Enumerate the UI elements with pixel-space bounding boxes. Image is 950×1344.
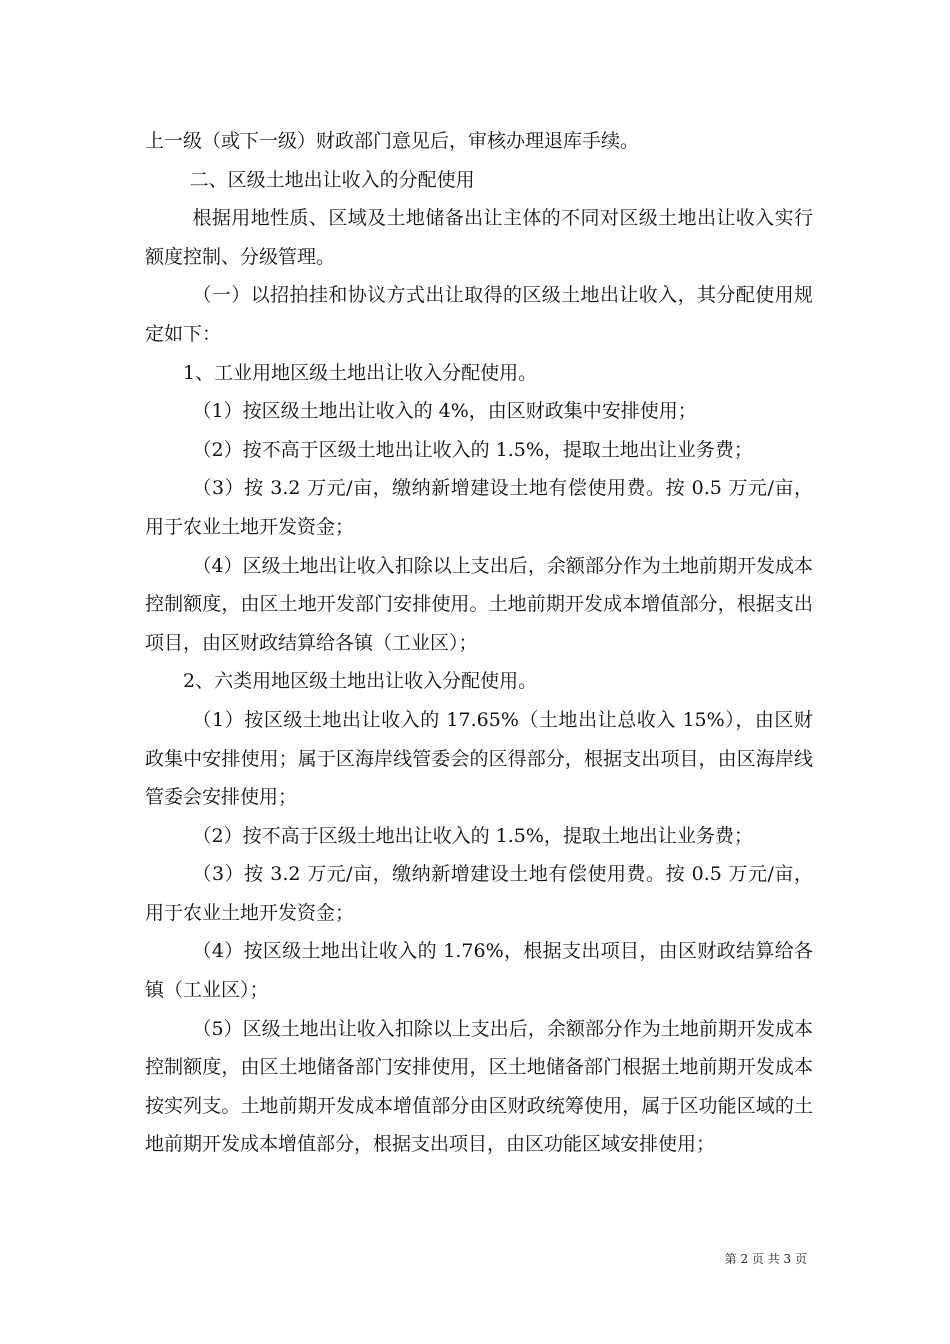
list-item: （4）按区级土地出让收入的 1.76%，根据支出项目，由区财政结算给各镇（工业区）； [145, 940, 813, 1002]
list-item: （5）区级土地出让收入扣除以上支出后，余额部分作为土地前期开发成本控制额度，由区土地储备部门安排使用，区土地储备部门根据土地前期开发成本按实列支。土地前期开发成本增值部分由区财政统筹使用，属于区功能区域的土地前期开发成本增值部分，根据支出项目，由区功能区域安排使用； [145, 1017, 813, 1156]
list-item: （3）按 3.2 万元/亩，缴纳新增建设土地有偿使用费。按 0.5 万元/亩，用于农业土地开发资金； [145, 863, 813, 924]
paragraph-continuation: 上一级（或下一级）财政部门意见后，审核办理退库手续。 [145, 130, 640, 152]
list-item: （4）区级土地出让收入扣除以上支出后，余额部分作为土地前期开发成本控制额度，由区土地开发部门安排使用。土地前期开发成本增值部分，根据支出项目，由区财政结算给各镇（工业区）； [145, 554, 813, 654]
subsection-heading-1: （一）以招拍挂和协议方式出让取得的区级土地出让收入，其分配使用规定如下： [145, 284, 813, 345]
list-item: （3）按 3.2 万元/亩，缴纳新增建设土地有偿使用费。按 0.5 万元/亩，用于农业土地开发资金； [145, 477, 813, 538]
paragraph-intro: 根据用地性质、区域及土地储备出让主体的不同对区级土地出让收入实行额度控制、分级管理。 [145, 207, 813, 268]
page-number: 第 2 页 共 3 页 [724, 1252, 807, 1266]
item-heading-six-types: 2、六类用地区级土地出让收入分配使用。 [183, 670, 538, 693]
list-item: （2）按不高于区级土地出让收入的 1.5%，提取土地出让业务费； [192, 824, 753, 847]
list-item: （1）按区级土地出让收入的 17.65%（土地出让总收入 15%），由区财政集中安排使用；属于区海岸线管委会的区得部分，根据支出项目，由区海岸线管委会安排使用； [145, 708, 813, 809]
list-item: （2）按不高于区级土地出让收入的 1.5%，提取土地出让业务费； [192, 438, 753, 461]
item-heading-industrial: 1、工业用地区级土地出让收入分配使用。 [183, 361, 538, 384]
section-heading-2: 二、区级土地出让收入的分配使用 [189, 168, 475, 191]
document-body [145, 122, 813, 1164]
list-item: （1）按区级土地出让收入的 4%，由区财政集中安排使用； [192, 400, 697, 423]
